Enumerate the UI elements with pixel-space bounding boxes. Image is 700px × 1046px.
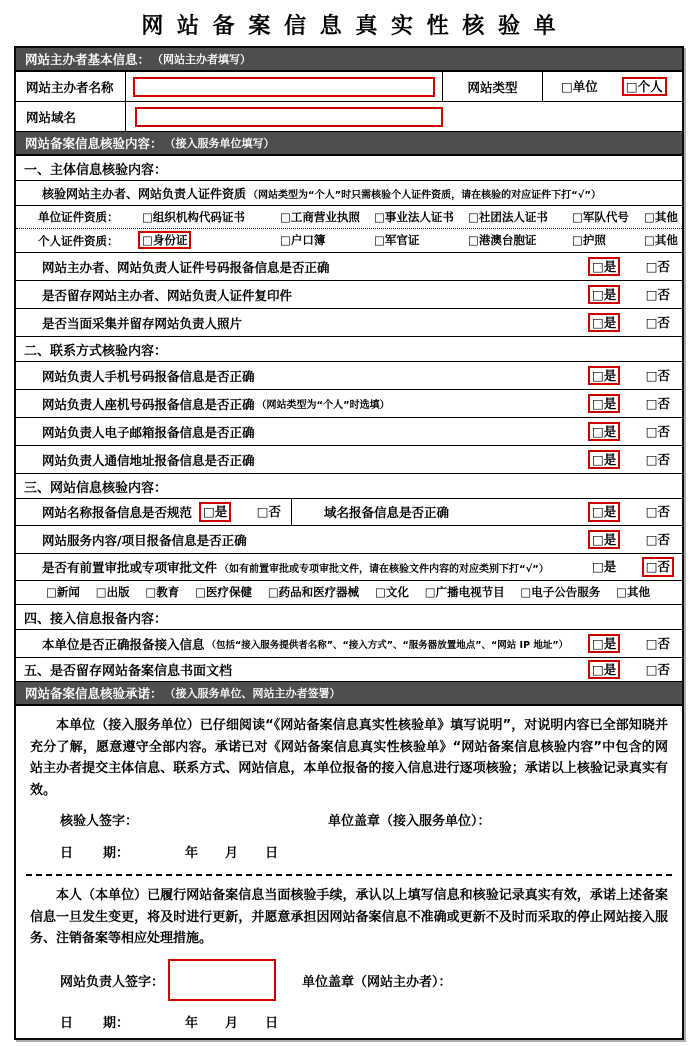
part3-title-label: 三、网站信息核验内容： xyxy=(24,480,168,496)
section-header-basic-info-label: 网站主办者基本信息： xyxy=(25,52,151,67)
verifier-signature-label: 核验人签字： xyxy=(60,814,139,830)
day-label: 日 xyxy=(265,846,279,862)
month-label: 月 xyxy=(225,846,239,862)
no-option[interactable]: □否 xyxy=(645,661,670,677)
yes-option[interactable]: □是 xyxy=(588,366,620,386)
organizer-name-row xyxy=(16,72,682,102)
checkbox-culture[interactable]: □文化 xyxy=(375,585,409,600)
isp-date-row xyxy=(16,842,682,861)
section-header-verify-note: （接入服务单位填写） xyxy=(164,137,275,150)
date-label: 期： xyxy=(103,1016,130,1032)
question-text: 域名报备信息是否正确 xyxy=(324,505,450,520)
part1-note-row xyxy=(16,181,682,206)
no-option[interactable]: □否 xyxy=(645,423,670,439)
checkbox-radio-tv[interactable]: □广播电视节目 xyxy=(424,585,505,600)
no-option[interactable]: □否 xyxy=(645,504,670,520)
part2-title-label: 二、联系方式核验内容： xyxy=(24,343,168,359)
commitment-section xyxy=(16,706,682,1038)
section-header-commitment-note: （接入服务单位、网站主办者签署） xyxy=(164,687,341,700)
no-option[interactable]: □否 xyxy=(645,395,670,411)
question-text: 本单位是否正确报备接入信息 xyxy=(42,636,205,652)
checkbox-education[interactable]: □教育 xyxy=(145,585,180,600)
no-option[interactable]: □否 xyxy=(645,367,670,383)
yes-option[interactable]: □是 xyxy=(588,313,620,333)
checkbox-site-type-personal[interactable]: □个人 xyxy=(622,77,667,97)
question-text: 是否有前置审批或专项审批文件 xyxy=(42,560,218,575)
date-label: 期： xyxy=(103,846,130,862)
organizer-date-row xyxy=(16,1012,682,1031)
site-type-options xyxy=(543,77,682,97)
part4-title xyxy=(16,605,682,630)
part2-title xyxy=(16,337,682,362)
site-name-domain-row xyxy=(16,499,682,526)
checkbox-site-type-unit[interactable]: □单位 xyxy=(561,78,598,94)
isp-signature-row xyxy=(16,810,682,829)
question-text: 网站主办者、网站负责人证件号码报备信息是否正确 xyxy=(42,259,330,275)
section-header-basic-info xyxy=(16,48,682,72)
checkbox-institution-cert[interactable]: □事业法人证书 xyxy=(374,209,454,224)
organizer-signature-row xyxy=(16,956,682,1004)
domain-cell xyxy=(126,107,682,127)
section-header-basic-info-note: （网站主办者填写） xyxy=(152,53,252,66)
question-row-cert-copy xyxy=(16,281,682,309)
yes-option[interactable]: □是 xyxy=(592,559,617,575)
question-row-email xyxy=(16,418,682,446)
checkbox-personal-other[interactable]: □其他 xyxy=(644,233,678,248)
part1-title xyxy=(16,156,682,181)
question-text: 网站名称报备信息是否规范 xyxy=(42,505,193,520)
checkbox-publishing[interactable]: □出版 xyxy=(95,585,130,600)
section-header-verify-label: 网站备案信息核验内容： xyxy=(25,136,163,151)
checkbox-unit-other[interactable]: □其他 xyxy=(644,209,678,224)
date-char: 日 xyxy=(60,846,74,862)
no-option[interactable]: □否 xyxy=(256,504,281,520)
no-option[interactable]: □否 xyxy=(645,258,670,274)
no-option[interactable]: □否 xyxy=(645,635,670,651)
part1-note-main: 核验网站主办者、网站负责人证件资质 xyxy=(42,186,247,201)
question-text: 网站服务内容/项目报备信息是否正确 xyxy=(42,532,247,548)
section-header-commitment xyxy=(16,682,682,706)
question-text: 是否当面采集并留存网站负责人照片 xyxy=(42,315,243,331)
yes-option[interactable]: □是 xyxy=(588,450,620,470)
day-label: 日 xyxy=(265,1016,279,1032)
responsible-signature-box[interactable] xyxy=(168,959,276,1001)
question-note: （包括“接入服务提供者名称”、“接入方式”、“服务器放置地点”、“网站 IP 地址”） xyxy=(206,639,569,651)
question-row-photo xyxy=(16,309,682,337)
checkbox-household-register[interactable]: □户口簿 xyxy=(280,233,326,248)
isp-seal-label: 单位盖章（接入服务单位）： xyxy=(328,814,491,830)
yes-option[interactable]: □是 xyxy=(588,257,620,277)
question-note: （如有前置审批或专项审批文件，请在核验文件内容的对应类别下打“√”） xyxy=(219,563,549,575)
checkbox-id-card[interactable]: □身份证 xyxy=(138,231,191,249)
question-row-paper-archive xyxy=(16,658,682,682)
question-text: 是否留存网站主办者、网站负责人证件复印件 xyxy=(42,287,293,303)
yes-option[interactable]: □是 xyxy=(588,422,620,442)
checkbox-military-officer-cert[interactable]: □军官证 xyxy=(374,233,420,248)
verification-form xyxy=(14,46,684,1040)
question-text: 网站负责人手机号码报备信息是否正确 xyxy=(42,368,255,384)
checkbox-hk-macao-taiwan-cert[interactable]: □港澳台胞证 xyxy=(468,233,537,248)
section-header-verify xyxy=(16,132,682,156)
part1-note-sub: （网站类型为“个人”时只需核验个人证件资质，请在核验的对应证件下打“√”） xyxy=(248,189,601,201)
question-text: 网站负责人座机号码报备信息是否正确 xyxy=(42,396,255,412)
unit-cert-label: 单位证件资质： xyxy=(38,210,119,224)
no-option[interactable]: □否 xyxy=(645,314,670,330)
commitment-paragraph-isp: 本单位（接入服务单位）已仔细阅读“《网站备案信息真实性核验单》填写说明”，对说明内容已全部知晓并充分了解，愿意遵守全部内容。承诺已对《网站备案信息真实性核验单》“网站备案信息核验内容”中包含的网站主办者提交主体信息、联系方式、网站信息，本单位报备的接入信息进行逐项核验；承诺以上核验记录真实有效。 xyxy=(30,718,668,798)
organizer-name-cell xyxy=(126,72,443,101)
question-row-address xyxy=(16,446,682,474)
part1-title-label: 一、主体信息核验内容： xyxy=(24,162,168,178)
question-row-access-info xyxy=(16,630,682,658)
domain-row xyxy=(16,102,682,132)
yes-option[interactable]: □是 xyxy=(588,634,620,654)
no-option[interactable]: □否 xyxy=(645,286,670,302)
no-option[interactable]: □否 xyxy=(645,531,670,547)
question-text: 网站负责人通信地址报备信息是否正确 xyxy=(42,452,255,468)
personal-cert-row xyxy=(16,229,682,253)
checkbox-association-cert[interactable]: □社团法人证书 xyxy=(468,209,548,224)
checkbox-military-code[interactable]: □军队代号 xyxy=(572,209,629,224)
site-type-label: 网站类型 xyxy=(443,72,543,101)
commitment-paragraph-organizer: 本人（本单位）已履行网站备案信息当面核验手续，承认以上填写信息和核验记录真实有效，承诺上述备案信息一旦发生变更，将及时进行更新，并愿意承担因网站备案信息不准确或更新不及时而采取的停止网站接入服务、注销备案等相应处理措施。 xyxy=(30,888,668,947)
approval-categories-row xyxy=(16,581,682,605)
responsible-signature-label: 网站负责人签字： xyxy=(60,974,165,990)
question-note: （网站类型为“个人”时选填） xyxy=(256,400,390,411)
yes-option[interactable]: □是 xyxy=(588,285,620,305)
yes-option[interactable]: □是 xyxy=(588,530,620,550)
checkbox-passport[interactable]: □护照 xyxy=(572,233,606,248)
part5-title-label: 五、是否留存网站备案信息书面文档 xyxy=(24,664,233,679)
month-label: 月 xyxy=(225,1016,239,1032)
domain-question xyxy=(292,502,682,522)
domain-input[interactable] xyxy=(135,107,443,127)
organizer-seal-label: 单位盖章（网站主办者）： xyxy=(302,974,452,990)
question-row-pre-approval xyxy=(16,554,682,581)
year-label: 年 xyxy=(185,846,199,862)
section-header-commitment-label: 网站备案信息核验承诺： xyxy=(25,686,163,701)
part4-title-label: 四、接入信息报备内容： xyxy=(24,611,168,627)
question-text: 网站负责人电子邮箱报备信息是否正确 xyxy=(42,424,255,440)
checkbox-news[interactable]: □新闻 xyxy=(46,585,80,600)
checkbox-category-other[interactable]: □其他 xyxy=(616,585,650,600)
site-name-question xyxy=(16,499,292,525)
organizer-name-label: 网站主办者名称 xyxy=(16,72,126,101)
checkbox-drugs-medical-devices[interactable]: □药品和医疗器械 xyxy=(267,585,360,600)
no-option[interactable]: □否 xyxy=(642,557,674,577)
yes-option[interactable]: □是 xyxy=(588,394,620,414)
year-label: 年 xyxy=(185,1016,199,1032)
no-option[interactable]: □否 xyxy=(645,451,670,467)
checkbox-ebbs[interactable]: □电子公告服务 xyxy=(520,585,601,600)
date-char: 日 xyxy=(60,1016,74,1032)
question-row-service-content xyxy=(16,526,682,554)
yes-option[interactable]: □是 xyxy=(588,660,620,680)
yes-option[interactable]: □是 xyxy=(199,502,231,522)
checkbox-org-code-cert[interactable]: □组织机构代码证书 xyxy=(142,209,245,224)
personal-cert-label: 个人证件资质： xyxy=(38,233,119,248)
checkbox-business-license[interactable]: □工商营业执照 xyxy=(280,209,360,224)
question-row-cert-number xyxy=(16,253,682,281)
question-row-mobile xyxy=(16,362,682,390)
yes-option[interactable]: □是 xyxy=(588,502,620,522)
domain-label: 网站域名 xyxy=(16,102,126,131)
checkbox-healthcare[interactable]: □医疗保健 xyxy=(195,585,252,600)
form-title: 网 站 备 案 信 息 真 实 性 核 验 单 xyxy=(141,14,559,39)
part3-title xyxy=(16,474,682,499)
unit-cert-row xyxy=(16,206,682,229)
organizer-name-input[interactable] xyxy=(133,77,435,97)
question-row-landline xyxy=(16,390,682,418)
